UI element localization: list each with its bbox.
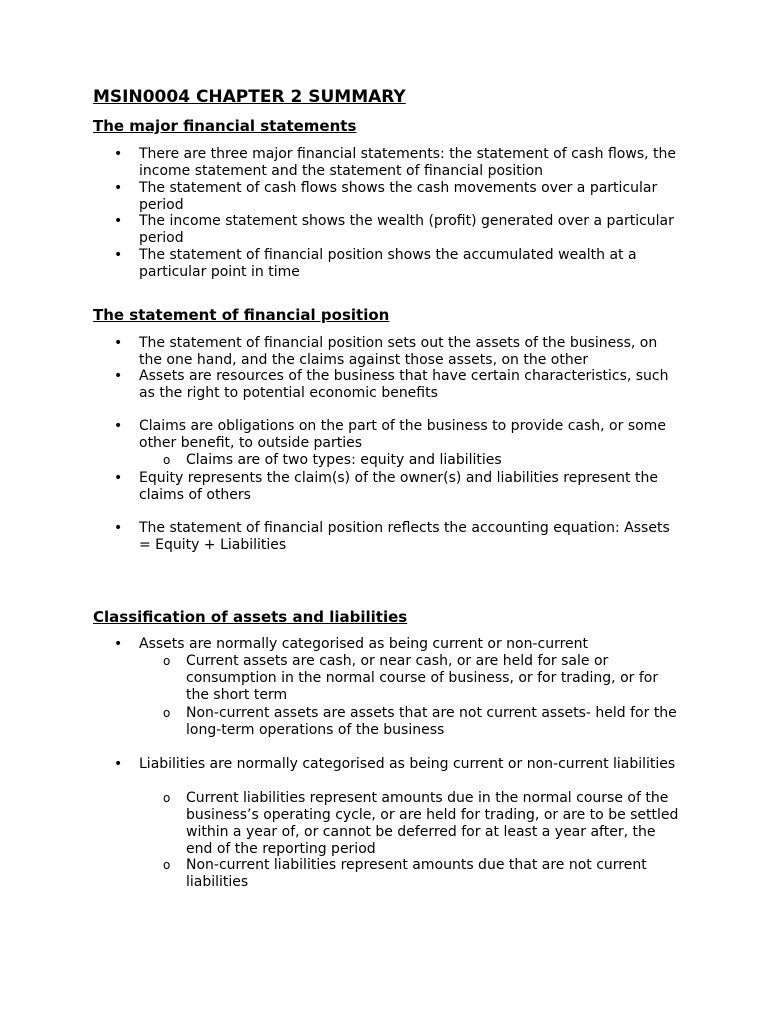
list-item: • Assets are resources of the business that have certain characteristics, such as the right to potential economic benefits xyxy=(139,368,679,402)
list-item: • Assets are normally categorised as being current or non-current xyxy=(139,636,679,653)
sub-list-item: o Current liabilities represent amounts due in the normal course of the business’s operating cycle, or are held for trading, or are to be settled within a year of, or cannot be deferred for at least a year after, the end of the reporting period xyxy=(186,790,680,858)
sub-list-item: o Non-current liabilities represent amounts due that are not current liabilities xyxy=(186,857,680,891)
page-title: MSIN0004 CHAPTER 2 SUMMARY xyxy=(93,87,406,107)
sub-list-item: o Claims are of two types: equity and liabilities xyxy=(186,452,680,469)
list-item: • The statement of financial position shows the accumulated wealth at a particular point in time xyxy=(139,247,679,281)
list-item: • The income statement shows the wealth (profit) generated over a particular period xyxy=(139,213,679,247)
section-heading-financial-position: The statement of financial position xyxy=(93,306,390,324)
list-item: • The statement of financial position sets out the assets of the business, on the one hand, and the claims against those assets, on the other xyxy=(139,335,679,369)
list-item: • Liabilities are normally categorised as being current or non-current liabilities xyxy=(139,756,679,773)
section-heading-classification: Classification of assets and liabilities xyxy=(93,608,408,626)
list-item: • The statement of cash flows shows the cash movements over a particular period xyxy=(139,180,679,214)
section-heading-major-statements: The major financial statements xyxy=(93,117,357,135)
sub-list-item: o Current assets are cash, or near cash, or are held for sale or consumption in the normal course of business, or for trading, or for the short term xyxy=(186,653,680,704)
list-item: • Equity represents the claim(s) of the owner(s) and liabilities represent the claims of others xyxy=(139,470,679,504)
sub-list-item: o Non-current assets are assets that are not current assets- held for the long-term operations of the business xyxy=(186,705,680,739)
list-item: • The statement of financial position reflects the accounting equation: Assets = Equity + Liabilities xyxy=(139,520,679,554)
list-item: • There are three major financial statements: the statement of cash flows, the income statement and the statement of financial position xyxy=(139,146,679,180)
list-item: • Claims are obligations on the part of the business to provide cash, or some other benefit, to outside parties xyxy=(139,418,679,452)
